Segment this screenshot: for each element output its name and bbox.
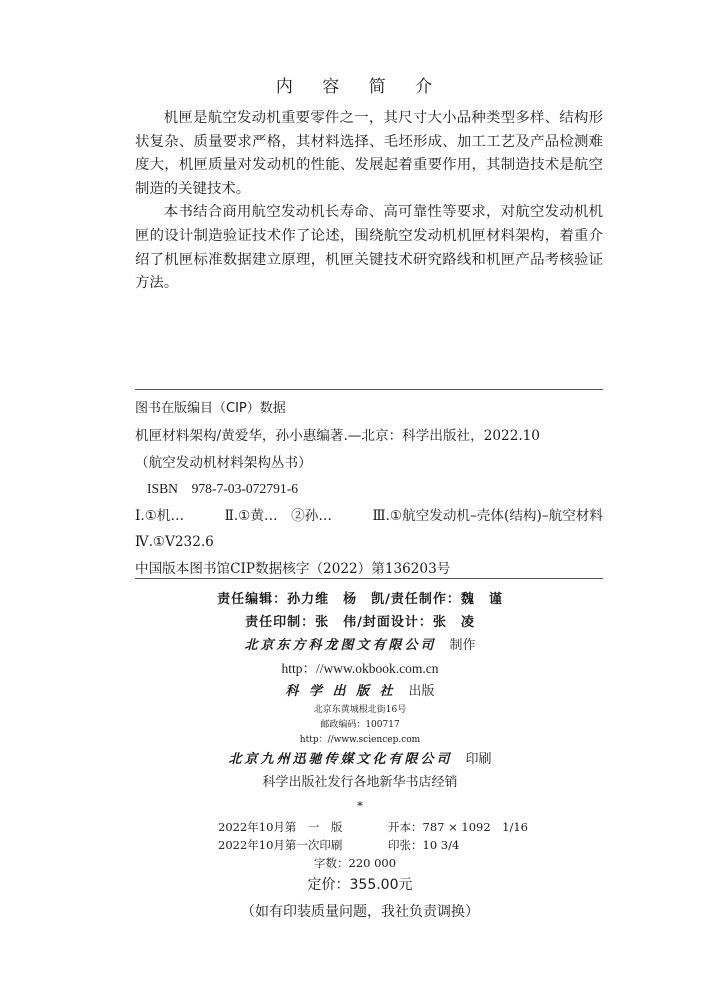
publisher-address: 北京东黄城根北街16号	[313, 705, 407, 715]
cip-series-line: （航空发动机材料架构丛书）	[135, 454, 312, 471]
edition: 2022年10月第 一 版	[218, 820, 343, 834]
distribution-line: 科学出版社发行各地新华书店经销	[262, 775, 458, 790]
cip-title-line: 机匣材料架构/黄爱华，孙小惠编著.—北京：科学出版社，2022.10	[135, 428, 540, 444]
format: 开本：787 × 1092 1/16	[388, 820, 528, 834]
cip-number: 中国版本图书馆CIP数据核字（2022）第136203号	[135, 560, 451, 577]
cip-bottom-divider	[135, 578, 603, 579]
price: 定价：355.00元	[307, 877, 413, 893]
cip-block	[135, 395, 603, 582]
producer-url: http：//www.okbook.com.cn	[281, 661, 439, 676]
separator-star: *	[357, 799, 363, 813]
cip-class-part: Ⅱ.①黄… ②孙…	[224, 507, 332, 524]
printing: 2022年10月第一次印刷	[218, 838, 343, 852]
cip-heading: 图书在版编目（CIP）数据	[135, 401, 286, 416]
quality-notice: （如有印装质量问题，我社负责调换）	[241, 904, 479, 920]
postcode: 邮政编码：100717	[320, 720, 400, 730]
introduction	[135, 107, 603, 296]
sheets: 印张：10 3/4	[388, 838, 460, 852]
printer-line	[0, 748, 720, 771]
publication-row	[218, 854, 538, 872]
page-title: 内 容 简 介	[275, 77, 445, 97]
publisher-role: 出版	[408, 684, 435, 699]
cip-class-part: Ⅲ.①航空发动机–壳体(结构)–航空材料	[372, 507, 603, 524]
publication-row	[218, 818, 538, 836]
publisher-line	[0, 680, 720, 703]
print-design-line: 责任印制：张 伟/封面设计：张 凌	[245, 615, 475, 630]
editors-line: 责任编辑：孙力维 杨 凯/责任制作：魏 谨	[217, 592, 503, 607]
cip-top-divider	[135, 389, 603, 390]
printer-name: 北京九州迅驰传媒文化有限公司	[228, 752, 453, 767]
producer-line	[0, 634, 720, 657]
cip-classification-cont: Ⅳ.①V232.6	[135, 534, 214, 550]
cip-class-part: Ⅰ.①机…	[135, 507, 185, 524]
producer-name: 北京东方科龙图文有限公司	[244, 638, 437, 653]
publication-details	[218, 818, 538, 872]
cip-isbn: ISBN 978-7-03-072791-6	[147, 481, 299, 496]
publisher-url: http：//www.sciencep.com	[299, 735, 421, 745]
intro-paragraph: 机匣是航空发动机重要零件之一，其尺寸大小品种类型多样、结构形状复杂、质量要求严格，其材料选择、毛坯形成、加工工艺及产品检测难度大，机匣质量对发动机的性能、发展起着重要作用，其制造技术是航空制造的关键技术。	[135, 110, 603, 197]
publication-row	[218, 836, 538, 854]
producer-role: 制作	[449, 638, 476, 653]
publisher-name: 科 学 出 版 社	[285, 684, 396, 699]
word-count: 字数：220 000	[314, 856, 397, 870]
cip-classification	[135, 503, 603, 530]
printer-role: 印刷	[465, 752, 492, 767]
credits-block	[0, 588, 720, 814]
intro-paragraph: 本书结合商用航空发动机长寿命、高可靠性等要求，对航空发动机机匣的设计制造验证技术作了论述，围绕航空发动机机匣材料架构，着重介绍了机匣标准数据建立原理，机匣关键技术研究路线和机匣产品考核验证方法。	[135, 204, 603, 292]
